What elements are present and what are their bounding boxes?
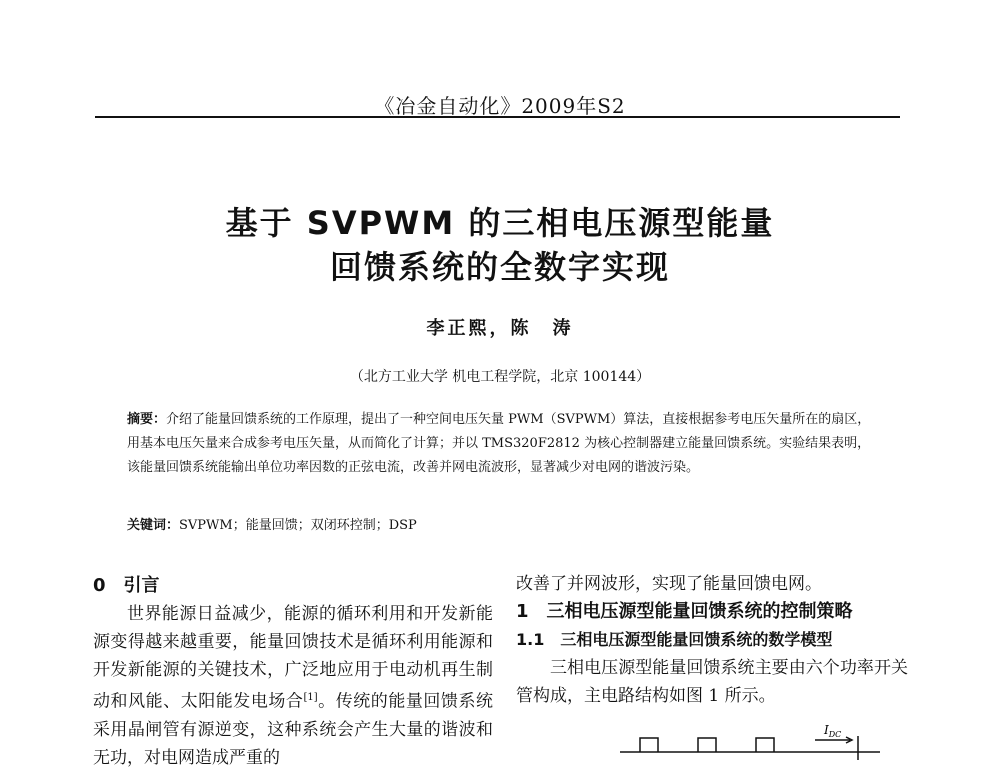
switch-1 — [640, 738, 658, 752]
section-heading-1: 1 三相电压源型能量回馈系统的控制策略 — [516, 601, 853, 622]
section-heading-1-1: 1.1 三相电压源型能量回馈系统的数学模型 — [516, 630, 833, 649]
authors: 李正熙，陈 涛 — [426, 318, 574, 339]
dc-current-label: $I_{DC}$ — [824, 723, 842, 739]
left-column — [93, 572, 493, 772]
switch-2 — [698, 738, 716, 752]
abstract-label: 摘要： — [127, 412, 167, 427]
abstract-text: 介绍了能量回馈系统的工作原理，提出了一种空间电压矢量 PWM（SVPWM）算法，直接根据参考电压矢量所在的扇区，用基本电压矢量来合成参考电压矢量，从而简化了计算；并以 TMS320F2812 为核心控制器建立能量回馈系统。实验结果表明，该能量回馈系统能输出单位功率因数的正弦电流，改善并网电流波形，显著减少对电网的谐波污染。 — [127, 412, 871, 475]
keywords — [127, 514, 872, 533]
right-column — [516, 570, 908, 710]
citation-ref: [1] — [303, 692, 318, 703]
paper-title-line2: 回馈系统的全数字实现 — [329, 248, 670, 286]
intro-text-b: 。传统的能量回馈系统采用晶闸管有源逆变，这种系统会产生大量的谐波和无功，对电网造成严重的 — [93, 691, 494, 768]
abstract — [127, 408, 872, 480]
switch-3 — [756, 738, 774, 752]
section-heading-intro: 0 引言 — [93, 575, 160, 596]
journal-header: 《冶金自动化》2009年S2 — [374, 94, 626, 118]
keywords-text: SVPWM；能量回馈；双闭环控制；DSP — [179, 518, 417, 533]
paper-title-line1: 基于 SVPWM 的三相电压源型能量 — [225, 204, 775, 242]
intro-paragraph — [93, 600, 493, 772]
model-paragraph: 三相电压源型能量回馈系统主要由六个功率开关管构成，主电路结构如图 1 所示。 — [516, 658, 908, 706]
keywords-label: 关键词： — [127, 518, 180, 533]
affiliation: （北方工业大学 机电工程学院，北京 100144） — [349, 369, 651, 385]
header-rule — [95, 116, 900, 118]
continued-text: 改善了并网波形，实现了能量回馈电网。 — [516, 574, 822, 594]
main-circuit-figure — [610, 722, 890, 760]
intro-text-a: 世界能源日益减少，能源的循环利用和开发新能源变得越来越重要，能量回馈技术是循环利用能源和开发新能源的关键技术，广泛地应用于电动机再生制动和风能、太阳能发电场合 — [93, 604, 493, 712]
